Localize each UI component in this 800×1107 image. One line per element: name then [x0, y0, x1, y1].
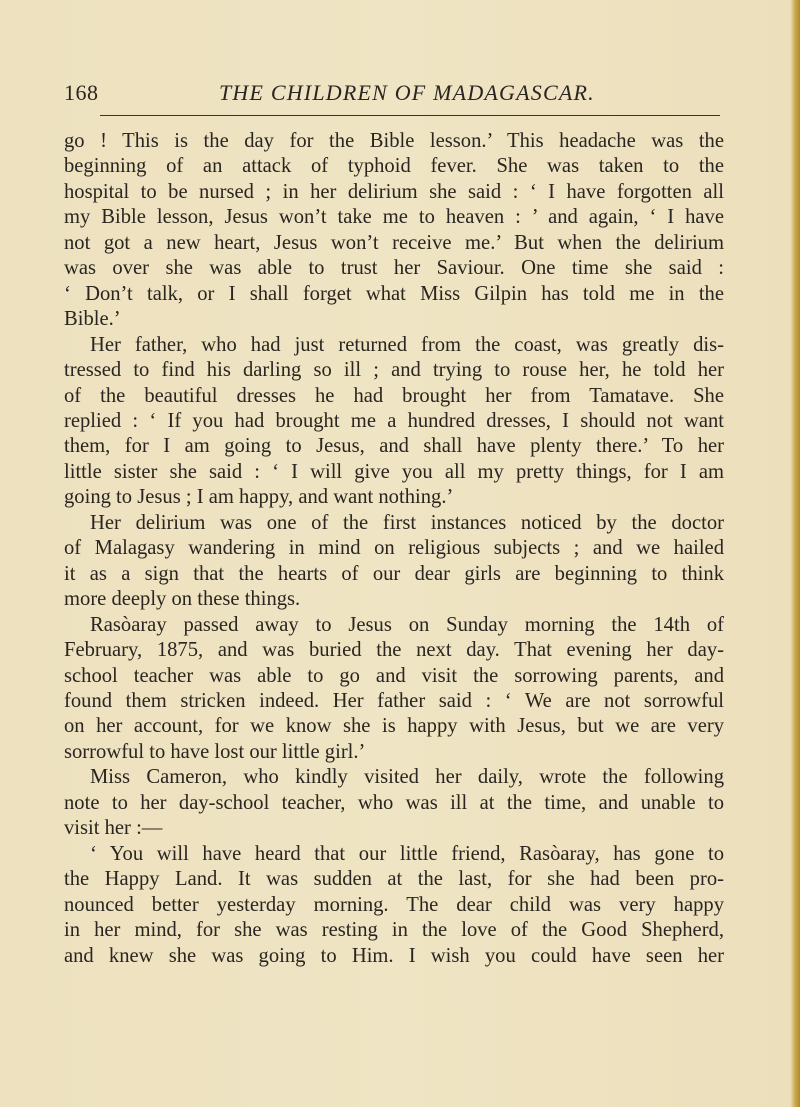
- text-line: the Happy Land. It was sudden at the last, for she had been pro-: [64, 868, 724, 891]
- text-line: was over she was able to trust her Saviour. One time she said :: [64, 257, 724, 280]
- header-rule: [100, 115, 720, 116]
- text-line: visit her :—: [64, 817, 163, 840]
- text-line: nounced better yesterday morning. The dear child was very happy: [64, 893, 724, 916]
- text-line: ‘ Don’t talk, or I shall forget what Miss Gilpin has told me in the: [64, 282, 724, 305]
- paragraph: [64, 333, 724, 511]
- paragraph: [64, 129, 724, 333]
- page-number: 168: [64, 80, 99, 105]
- text-line: tressed to find his darling so ill ; and trying to rouse her, he told her: [64, 359, 724, 382]
- text-line: my Bible lesson, Jesus won’t take me to heaven : ’ and again, ‘ I have: [64, 206, 724, 229]
- text-line: going to Jesus ; I am happy, and want nothing.’: [64, 486, 454, 509]
- text-line: hospital to be nursed ; in her delirium she said : ‘ I have forgotten all: [64, 180, 724, 203]
- text-line: not got a new heart, Jesus won’t receive me.’ But when the delirium: [64, 231, 724, 254]
- paragraph: [64, 842, 724, 969]
- text-line: Rasòaray passed away to Jesus on Sunday morning the 14th of: [90, 613, 724, 636]
- text-line: and knew she was going to Him. I wish you could have seen her: [64, 944, 724, 967]
- text-line: Bible.’: [64, 308, 121, 331]
- text-line: found them stricken indeed. Her father said : ‘ We are not sorrowful: [64, 689, 724, 712]
- text-line: go ! This is the day for the Bible lesson.’ This headache was the: [64, 130, 724, 152]
- text-line: Miss Cameron, who kindly visited her daily, wrote the following: [90, 766, 724, 789]
- text-line: replied : ‘ If you had brought me a hundred dresses, I should not want: [64, 409, 724, 432]
- text-line: sorrowful to have lost our little girl.’: [64, 740, 366, 763]
- text-line: in her mind, for she was resting in the love of the Good Shepherd,: [64, 919, 724, 942]
- page-edge: [790, 0, 800, 1107]
- text-line: school teacher was able to go and visit the sorrowing parents, and: [64, 664, 724, 687]
- text-line: of Malagasy wandering in mind on religious subjects ; and we hailed: [64, 537, 724, 560]
- text-line: them, for I am going to Jesus, and shall have plenty there.’ To her: [64, 435, 724, 458]
- text-line: ‘ You will have heard that our little friend, Rasòaray, has gone to: [90, 842, 724, 865]
- text-line: on her account, for we know she is happy with Jesus, but we are very: [64, 715, 724, 738]
- text-line: little sister she said : ‘ I will give you all my pretty things, for I am: [64, 460, 724, 483]
- text-line: note to her day-school teacher, who was ill at the time, and unable to: [64, 791, 724, 814]
- body-text: [64, 129, 724, 969]
- text-line: more deeply on these things.: [64, 588, 301, 611]
- paragraph: [64, 613, 724, 766]
- text-line: Her father, who had just returned from the coast, was greatly dis-: [90, 333, 724, 356]
- text-line: it as a sign that the hearts of our dear girls are beginning to think: [64, 562, 724, 585]
- paragraph: [64, 765, 724, 841]
- paragraph: [64, 511, 724, 613]
- text-line: February, 1875, and was buried the next day. That evening her day-: [64, 639, 724, 662]
- text-line: beginning of an attack of typhoid fever. She was taken to the: [64, 155, 724, 178]
- text-line: Her delirium was one of the first instances noticed by the doctor: [90, 511, 724, 534]
- page-header: [64, 80, 724, 108]
- running-title: THE CHILDREN OF MADAGASCAR.: [219, 80, 595, 105]
- text-line: of the beautiful dresses he had brought her from Tamatave. She: [64, 384, 724, 407]
